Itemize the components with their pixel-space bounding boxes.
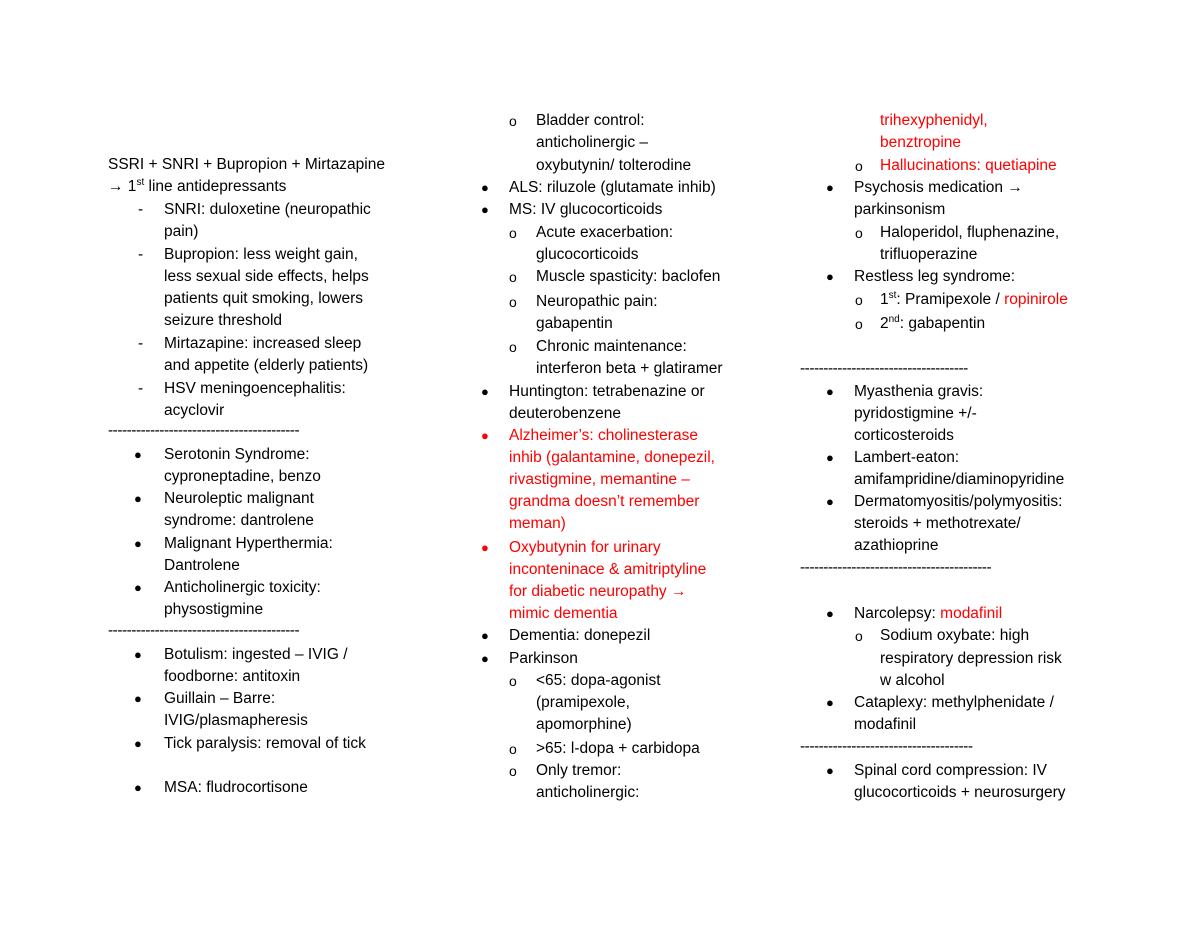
dash-item-mirtazapine: Mirtazapine: increased sleep	[164, 335, 362, 352]
sub-rls-first: 1st: Pramipexole / ropinirole	[880, 289, 1068, 308]
dash-item-bupropion-cont: less sexual side effects, helps	[164, 268, 369, 285]
bullet-marker: ●	[826, 384, 834, 399]
item-serotonin: Serotonin Syndrome:	[164, 446, 310, 463]
separator: -----------------------------------------	[108, 622, 300, 639]
item-oxybutynin-cont: for diabetic neuropathy →	[509, 583, 687, 600]
item-nms: Neuroleptic malignant	[164, 490, 314, 507]
item-psychosis-cont: parkinsonism	[854, 201, 946, 218]
bullet-marker: ●	[481, 628, 489, 643]
circle-marker: o	[509, 269, 517, 285]
item-myasthenia-cont: pyridostigmine +/-	[854, 405, 977, 422]
circle-marker: o	[855, 316, 863, 332]
dash-item-bupropion-cont: seizure threshold	[164, 312, 283, 329]
sub-hallucinations: Hallucinations: quetiapine	[880, 157, 1057, 174]
item-guillain-cont: IVIG/plasmapheresis	[164, 712, 308, 729]
item-cataplexy-cont: modafinil	[854, 716, 917, 733]
circle-marker: o	[509, 225, 517, 241]
dash-item-snri-cont: pain)	[164, 223, 199, 240]
dash-item-bupropion: Bupropion: less weight gain,	[164, 246, 358, 263]
sub-bladder-cont: anticholinergic –	[536, 134, 649, 151]
dash-marker: -	[138, 246, 144, 263]
circle-marker: o	[509, 741, 517, 757]
item-dermatomyositis: Dermatomyositis/polymyositis:	[854, 493, 1063, 510]
bullet-marker: ●	[481, 202, 489, 217]
dash-item-bupropion-cont: patients quit smoking, lowers	[164, 290, 364, 307]
bullet-marker: ●	[134, 536, 142, 551]
bullet-marker: ●	[134, 736, 142, 751]
sub-chronic: Chronic maintenance:	[536, 338, 687, 355]
dash-marker: -	[138, 201, 144, 218]
item-mh-cont: Dantrolene	[164, 557, 240, 574]
item-anticholinergic: Anticholinergic toxicity:	[164, 579, 321, 596]
bullet-marker: ●	[826, 180, 834, 195]
item-narcolepsy: Narcolepsy: modafinil	[854, 605, 1003, 622]
dash-marker: -	[138, 335, 144, 352]
bullet-marker: ●	[134, 580, 142, 595]
sub-sodium-oxybate-cont: w alcohol	[880, 672, 945, 689]
item-cataplexy: Cataplexy: methylphenidate /	[854, 694, 1054, 711]
bullet-marker: ●	[481, 651, 489, 666]
bullet-marker: ●	[826, 695, 834, 710]
item-rls: Restless leg syndrome:	[854, 268, 1016, 285]
bullet-marker: ●	[826, 269, 834, 284]
item-alzheimers-cont: inhib (galantamine, donepezil,	[509, 449, 715, 466]
bullet-marker: ●	[826, 494, 834, 509]
item-parkinson: Parkinson	[509, 650, 578, 667]
bullet-marker: ●	[134, 447, 142, 462]
circle-marker: o	[509, 294, 517, 310]
sub-over65: >65: l-dopa + carbidopa	[536, 740, 700, 757]
item-oxybutynin: Oxybutynin for urinary	[509, 539, 661, 556]
circle-marker: o	[855, 158, 863, 174]
bullet-marker: ●	[481, 428, 489, 443]
item-lambert: Lambert-eaton:	[854, 449, 960, 466]
item-spinal-cord-cont: glucocorticoids + neurosurgery	[854, 784, 1066, 801]
sub-bladder: Bladder control:	[536, 112, 645, 129]
circle-marker: o	[509, 339, 517, 355]
item-anticholinergic-cont: physostigmine	[164, 601, 264, 618]
dash-marker: -	[138, 380, 144, 397]
sub-neuropathic: Neuropathic pain:	[536, 293, 658, 310]
sub-under65-cont: (pramipexole,	[536, 694, 630, 711]
bullet-marker: ●	[134, 491, 142, 506]
bullet-marker: ●	[134, 647, 142, 662]
item-serotonin-cont: cyproneptadine, benzo	[164, 468, 321, 485]
item-ms: MS: IV glucocorticoids	[509, 201, 663, 218]
circle-marker: o	[509, 763, 517, 779]
item-alzheimers-cont: rivastigmine, memantine –	[509, 471, 690, 488]
sub-tremor-cont: anticholinergic:	[536, 784, 640, 801]
bullet-marker: ●	[481, 540, 489, 555]
item-als: ALS: riluzole (glutamate inhib)	[509, 179, 716, 196]
item-guillain: Guillain – Barre:	[164, 690, 276, 707]
item-myasthenia-cont: corticosteroids	[854, 427, 954, 444]
cont-anticholinergic: benztropine	[880, 134, 962, 151]
dash-item-mirtazapine-cont: and appetite (elderly patients)	[164, 357, 369, 374]
item-tick: Tick paralysis: removal of tick	[164, 735, 366, 752]
item-spinal-cord: Spinal cord compression: IV	[854, 762, 1047, 779]
circle-marker: o	[509, 673, 517, 689]
heading-line-2: → 1st line antidepressants	[108, 176, 287, 195]
item-alzheimers-cont: meman)	[509, 515, 566, 532]
circle-marker: o	[855, 628, 863, 644]
dash-item-hsv-cont: acyclovir	[164, 402, 225, 419]
circle-marker: o	[509, 113, 517, 129]
sub-rls-second: 2nd: gabapentin	[880, 313, 986, 332]
bullet-marker: ●	[481, 180, 489, 195]
sub-sodium-oxybate-cont: respiratory depression risk	[880, 650, 1062, 667]
item-alzheimers: Alzheimer’s: cholinesterase	[509, 427, 698, 444]
item-psychosis: Psychosis medication →	[854, 179, 1023, 196]
heading-line-1: SSRI + SNRI + Bupropion + Mirtazapine	[108, 156, 385, 173]
bullet-marker: ●	[481, 384, 489, 399]
separator: -----------------------------------------	[800, 559, 992, 576]
sub-spasticity: Muscle spasticity: baclofen	[536, 268, 721, 285]
dash-item-hsv: HSV meningoencephalitis:	[164, 380, 346, 397]
sub-sodium-oxybate: Sodium oxybate: high	[880, 627, 1030, 644]
item-huntington: Huntington: tetrabenazine or	[509, 383, 705, 400]
sub-tremor: Only tremor:	[536, 762, 622, 779]
item-dermatomyositis-cont: azathioprine	[854, 537, 939, 554]
bullet-marker: ●	[826, 763, 834, 778]
sub-acute-cont: glucocorticoids	[536, 246, 639, 263]
item-mh: Malignant Hyperthermia:	[164, 535, 333, 552]
sub-acute: Acute exacerbation:	[536, 224, 674, 241]
bullet-marker: ●	[134, 691, 142, 706]
dash-item-snri: SNRI: duloxetine (neuropathic	[164, 201, 371, 218]
item-lambert-cont: amifampridine/diaminopyridine	[854, 471, 1065, 488]
circle-marker: o	[855, 292, 863, 308]
bullet-marker: ●	[826, 450, 834, 465]
sub-bladder-cont: oxybutynin/ tolterodine	[536, 157, 692, 174]
item-myasthenia: Myasthenia gravis:	[854, 383, 984, 400]
item-oxybutynin-cont: mimic dementia	[509, 605, 618, 622]
sub-haloperidol-cont: trifluoperazine	[880, 246, 978, 263]
sub-under65-cont: apomorphine)	[536, 716, 632, 733]
item-nms-cont: syndrome: dantrolene	[164, 512, 314, 529]
separator: -------------------------------------	[800, 738, 973, 755]
item-dermatomyositis-cont: steroids + methotrexate/	[854, 515, 1021, 532]
sub-under65: <65: dopa-agonist	[536, 672, 661, 689]
item-botulism-cont: foodborne: antitoxin	[164, 668, 301, 685]
sub-chronic-cont: interferon beta + glatiramer	[536, 360, 723, 377]
sub-neuropathic-cont: gabapentin	[536, 315, 613, 332]
item-huntington-cont: deuterobenzene	[509, 405, 622, 422]
separator: ------------------------------------	[800, 360, 968, 377]
item-alzheimers-cont: grandma doesn’t remember	[509, 493, 700, 510]
cont-anticholinergic: trihexyphenidyl,	[880, 112, 988, 129]
sub-haloperidol: Haloperidol, fluphenazine,	[880, 224, 1060, 241]
circle-marker: o	[855, 225, 863, 241]
separator: -----------------------------------------	[108, 422, 300, 439]
item-msa: MSA: fludrocortisone	[164, 779, 308, 796]
item-botulism: Botulism: ingested – IVIG /	[164, 646, 348, 663]
bullet-marker: ●	[826, 606, 834, 621]
item-dementia: Dementia: donepezil	[509, 627, 651, 644]
item-oxybutynin-cont: inconteninace & amitriptyline	[509, 561, 707, 578]
bullet-marker: ●	[134, 780, 142, 795]
